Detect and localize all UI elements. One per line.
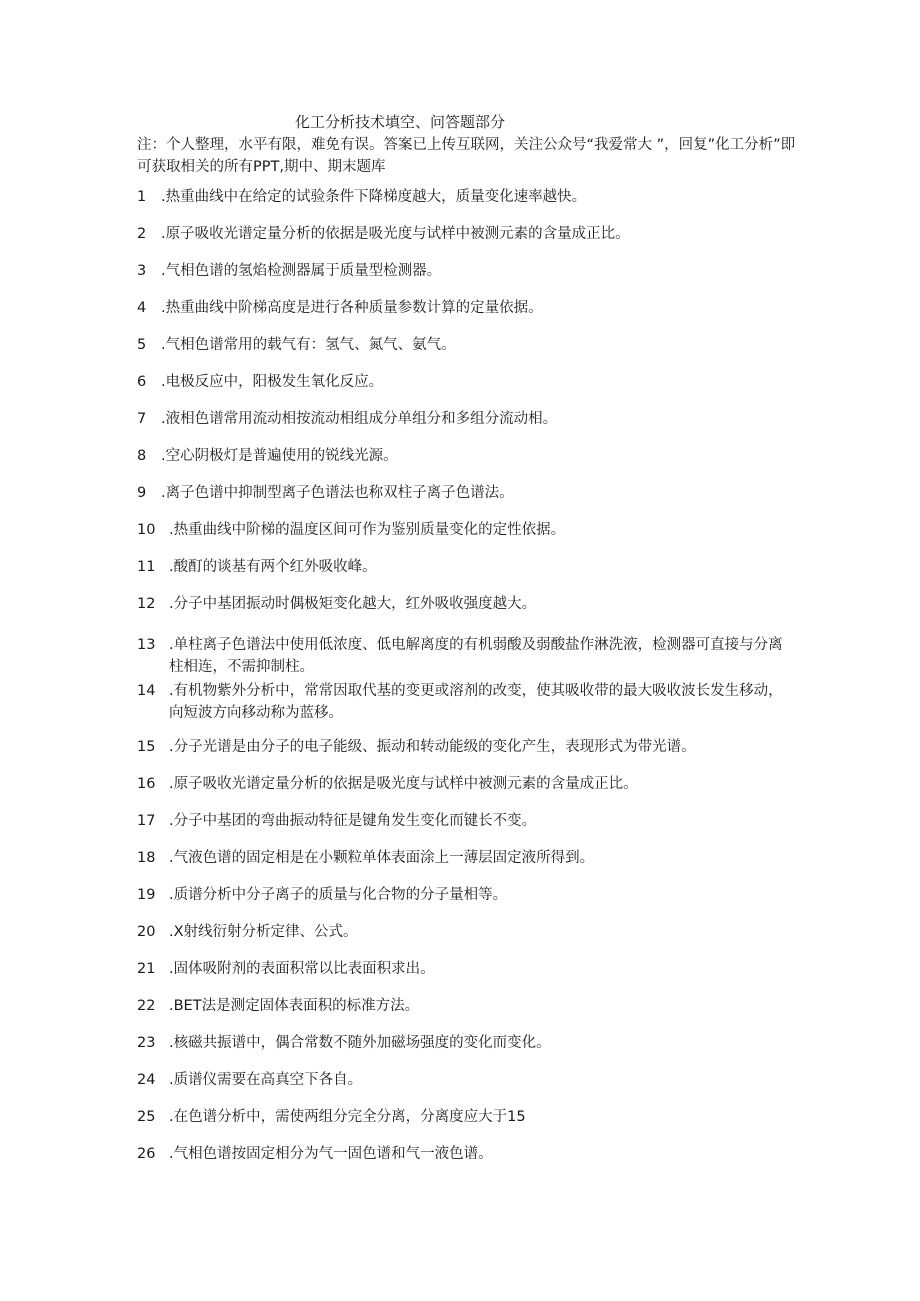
document-note: 注：个人整理，水平有限，难免有误。答案已上传互联网，关注公众号“我爱常大 ”，回复”化工分析”即可获取相关的所有PPT,期中、期末题库 bbox=[137, 137, 796, 175]
question-number: 1 bbox=[137, 189, 147, 205]
question-text: .有机物紫外分析中，常常因取代基的变更或溶剂的改变，使其吸收带的最大吸收波长发生移动，向短波方向移动称为蓝移。 bbox=[169, 683, 783, 721]
question-item bbox=[137, 1032, 797, 1054]
question-text: .气相色谱常用的载气有：氢气、氮气、氨气。 bbox=[161, 337, 456, 353]
question-item bbox=[137, 995, 797, 1017]
question-text: .X射线衍射分析定律、公式。 bbox=[169, 924, 358, 940]
question-item bbox=[137, 223, 797, 245]
question-text: .BET法是测定固体表面积的标准方法。 bbox=[169, 998, 420, 1014]
question-item bbox=[137, 371, 797, 393]
question-text: .空心阴极灯是普遍使用的锐线光源。 bbox=[161, 448, 398, 464]
question-item bbox=[137, 847, 797, 869]
question-item bbox=[137, 297, 797, 319]
question-number: 17 bbox=[137, 813, 156, 829]
question-item bbox=[137, 884, 797, 906]
question-text: .热重曲线中阶梯高度是进行各种质量参数计算的定量依据。 bbox=[161, 300, 543, 316]
question-text: .气液色谱的固定相是在小颗粒单体表面涂上一薄层固定液所得到。 bbox=[169, 850, 595, 866]
question-text: .热重曲线中在给定的试验条件下降梯度越大，质量变化速率越快。 bbox=[161, 189, 587, 205]
question-text: .气相色谱按固定相分为气一固色谱和气一液色谱。 bbox=[169, 1146, 493, 1162]
question-number: 6 bbox=[137, 374, 147, 390]
question-text: .酸酊的谈基有两个红外吸收峰。 bbox=[169, 559, 377, 575]
question-item bbox=[137, 736, 797, 758]
question-number: 20 bbox=[137, 924, 156, 940]
question-text: .分子中基团振动时偶极矩变化越大，红外吸收强度越大。 bbox=[169, 596, 537, 612]
document-title: 化工分析技术填空、问答题部分 bbox=[294, 113, 505, 131]
question-item bbox=[137, 1069, 797, 1091]
question-number: 7 bbox=[137, 411, 147, 427]
question-number: 4 bbox=[137, 300, 147, 316]
question-text: .原子吸收光谱定量分析的依据是吸光度与试样中被测元素的含量成正比。 bbox=[169, 776, 638, 792]
question-number: 21 bbox=[137, 961, 156, 977]
question-item bbox=[137, 593, 797, 615]
question-text: .热重曲线中阶梯的温度区间可作为鉴别质量变化的定性依据。 bbox=[169, 522, 566, 538]
question-item bbox=[137, 186, 797, 208]
question-item bbox=[137, 408, 797, 430]
question-number: 2 bbox=[137, 226, 147, 242]
question-item bbox=[137, 958, 797, 980]
question-text: .在色谱分析中，需使两组分完全分离，分离度应大于15 bbox=[169, 1109, 526, 1125]
question-text: .固体吸附剂的表面积常以比表面积求出。 bbox=[169, 961, 435, 977]
question-number: 19 bbox=[137, 887, 156, 903]
question-item bbox=[137, 921, 797, 943]
question-number: 16 bbox=[137, 776, 156, 792]
question-number: 3 bbox=[137, 263, 147, 279]
question-item bbox=[137, 634, 797, 678]
question-number: 14 bbox=[137, 683, 156, 699]
question-item bbox=[137, 773, 797, 795]
question-text: .液相色谱常用流动相按流动相组成分单组分和多组分流动相。 bbox=[161, 411, 558, 427]
question-item bbox=[137, 519, 797, 541]
question-text: .离子色谱中抑制型离子色谱法也称双柱子离子色谱法。 bbox=[161, 485, 514, 501]
question-number: 12 bbox=[137, 596, 156, 612]
question-number: 15 bbox=[137, 739, 156, 755]
question-number: 8 bbox=[137, 448, 147, 464]
question-text: .原子吸收光谱定量分析的依据是吸光度与试样中被测元素的含量成正比。 bbox=[161, 226, 630, 242]
question-text: .分子中基团的弯曲振动特征是键角发生变化而键长不变。 bbox=[169, 813, 537, 829]
question-number: 23 bbox=[137, 1035, 156, 1051]
question-number: 26 bbox=[137, 1146, 156, 1162]
question-number: 11 bbox=[137, 559, 156, 575]
question-text: .单柱离子色谱法中使用低浓度、低电解离度的有机弱酸及弱酸盐作淋洗液，检测器可直接与分离柱相连，不需抑制柱。 bbox=[169, 637, 783, 675]
question-number: 25 bbox=[137, 1109, 156, 1125]
question-item bbox=[137, 260, 797, 282]
question-item bbox=[137, 482, 797, 504]
question-item bbox=[137, 334, 797, 356]
question-number: 13 bbox=[137, 637, 156, 653]
question-item bbox=[137, 556, 797, 578]
question-number: 5 bbox=[137, 337, 147, 353]
question-text: .电极反应中，阳极发生氧化反应。 bbox=[161, 374, 384, 390]
question-item bbox=[137, 810, 797, 832]
question-item bbox=[137, 1143, 797, 1165]
question-item bbox=[137, 1106, 797, 1128]
question-number: 18 bbox=[137, 850, 156, 866]
question-text: .核磁共振谱中，偶合常数不随外加磁场强度的变化而变化。 bbox=[169, 1035, 551, 1051]
question-number: 10 bbox=[137, 522, 156, 538]
question-text: .分子光谱是由分子的电子能级、振动和转动能级的变化产生，表现形式为带光谱。 bbox=[169, 739, 696, 755]
question-text: .质谱分析中分子离子的质量与化合物的分子量相等。 bbox=[169, 887, 508, 903]
question-text: .气相色谱的氢焰检测器属于质量型检测器。 bbox=[161, 263, 442, 279]
question-text: .质谱仪需要在高真空下各自。 bbox=[169, 1072, 363, 1088]
question-number: 9 bbox=[137, 485, 147, 501]
question-item bbox=[137, 445, 797, 467]
question-item bbox=[137, 680, 797, 724]
question-number: 24 bbox=[137, 1072, 156, 1088]
question-number: 22 bbox=[137, 998, 156, 1014]
